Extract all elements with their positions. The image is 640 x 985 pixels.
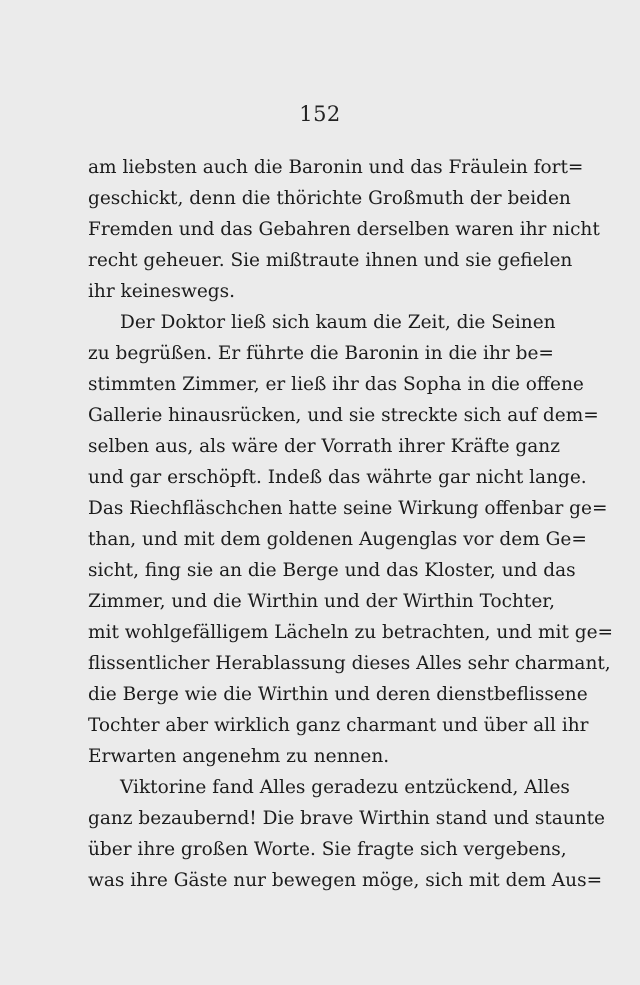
text-line: stimmten Zimmer, er ließ ihr das Sopha in die offene: [88, 374, 584, 395]
text-line: Gallerie hinausrücken, und sie streckte sich auf dem=: [88, 405, 599, 426]
text-line: Fremden und das Gebahren derselben waren ihr nicht: [88, 219, 600, 240]
text-line: die Berge wie die Wirthin und deren dienstbeflissene: [88, 684, 588, 705]
text-line: Tochter aber wirklich ganz charmant und über all ihr: [88, 715, 589, 736]
text-line: was ihre Gäste nur bewegen möge, sich mit dem Aus=: [88, 870, 603, 891]
text-line: Das Riechfläschchen hatte seine Wirkung offenbar ge=: [88, 498, 608, 519]
text-line: sicht, fing sie an die Berge und das Kloster, und das: [88, 560, 576, 581]
text-line: am liebsten auch die Baronin und das Fräulein fort=: [88, 157, 584, 178]
paragraph-end-line: ihr keineswegs.: [88, 281, 235, 302]
paragraph-start-line: Der Doktor ließ sich kaum die Zeit, die Seinen: [120, 312, 556, 333]
text-line: flissentlicher Herablassung dieses Alles sehr charmant,: [88, 653, 611, 674]
text-line: zu begrüßen. Er führte die Baronin in die ihr be=: [88, 343, 554, 364]
text-line: und gar erschöpft. Indeß das währte gar nicht lange.: [88, 467, 587, 488]
text-line: selben aus, als wäre der Vorrath ihrer Kräfte ganz: [88, 436, 560, 457]
text-line: than, und mit dem goldenen Augenglas vor dem Ge=: [88, 529, 587, 550]
paragraph-start-line: Viktorine fand Alles geradezu entzückend, Alles: [120, 777, 570, 798]
text-line: geschickt, denn die thörichte Großmuth der beiden: [88, 188, 571, 209]
text-line: recht geheuer. Sie mißtraute ihnen und sie gefielen: [88, 250, 573, 271]
paragraph-end-line: Erwarten angenehm zu nennen.: [88, 746, 390, 767]
text-line: Zimmer, und die Wirthin und der Wirthin Tochter,: [88, 591, 555, 612]
text-line: mit wohlgefälligem Lächeln zu betrachten, und mit ge=: [88, 622, 614, 643]
text-line: ganz bezaubernd! Die brave Wirthin stand und staunte: [88, 808, 606, 829]
body-text: [88, 152, 614, 896]
page-number: 152: [299, 102, 341, 126]
text-line: über ihre großen Worte. Sie fragte sich vergebens,: [88, 839, 567, 860]
